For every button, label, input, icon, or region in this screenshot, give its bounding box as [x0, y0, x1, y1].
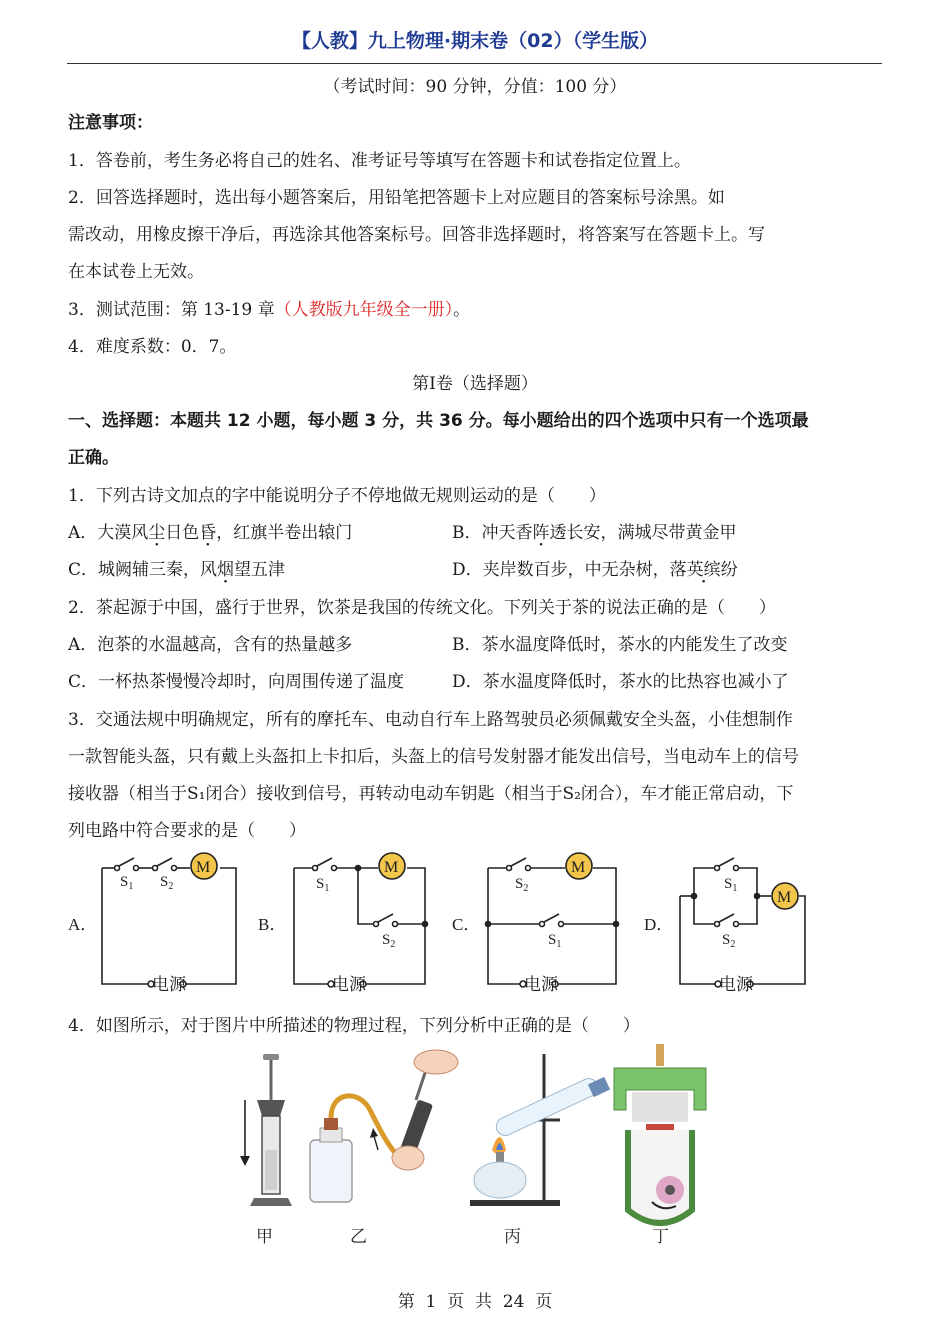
- label-yi: 乙: [350, 1227, 367, 1246]
- label-jia: 甲: [256, 1227, 273, 1246]
- switch-s2-a: [157, 858, 172, 866]
- q3-circuit-diagrams: [60, 848, 900, 998]
- circuit-d-power: 电源: [719, 975, 753, 994]
- header-rule: [67, 63, 882, 64]
- svg-text:M: M: [777, 889, 792, 906]
- exam-info: （考试时间：90 分钟，分值：100 分）: [323, 77, 627, 97]
- q2-option-d: D．茶水温度降低时，茶水的比热容也减小了: [452, 672, 789, 692]
- notice-heading: 注意事项：: [68, 113, 153, 133]
- volume-heading: 第Ⅰ卷（选择题）: [412, 374, 538, 394]
- q2-option-c: C．一杯热茶慢慢冷却时，向周围传递了温度: [68, 672, 405, 692]
- notice-item-3-scope: （人教版九年级全一册）: [274, 300, 454, 320]
- q1-option-c: [68, 555, 285, 580]
- circuit-a: [68, 853, 236, 994]
- fire-syringe-illustration: [240, 1054, 292, 1206]
- circuit-d-label: D．: [644, 915, 674, 934]
- q1-a-text-mid: 日色: [165, 523, 200, 543]
- circuit-d: [644, 858, 805, 994]
- label-s1-b: $S_1$: [316, 876, 330, 894]
- notice-item-4: 4．难度系数：0．7。: [68, 337, 237, 357]
- notice-item-2-line-1: 2．回答选择题时，选出每小题答案后，用铅笔把答题卡上对应题目的答案标号涂黑。如: [68, 188, 725, 208]
- circuit-b: [258, 853, 428, 994]
- q1-a-dotted: 尘: [148, 523, 166, 543]
- notice-item-3-prefix: 3．测试范围：第 13-19 章: [68, 300, 275, 320]
- bottle-pump-illustration: [310, 1050, 458, 1202]
- label-s2-b: $S_2$: [382, 932, 396, 950]
- q1-a-dotted-2: 昏: [199, 523, 217, 543]
- notice-item-2-line-2: 需改动，用橡皮擦干净后，再选涂其他答案标号。回答非选择题时，将答案写在答题卡上。写: [68, 225, 765, 245]
- q1-d-dotted: 落英缤纷: [669, 560, 738, 580]
- circuit-a-power: 电源: [152, 975, 186, 994]
- q2-option-b: B．茶水温度降低时，茶水的内能发生了改变: [452, 635, 788, 655]
- svg-text:M: M: [196, 859, 211, 876]
- q1-c-text-end: 望五津: [234, 560, 286, 580]
- q1-b-text-end: 长安，满城尽带黄金甲: [566, 523, 737, 543]
- label-bing: 丙: [504, 1227, 521, 1246]
- q3-stem-line-3: 接收器（相当于S₁闭合）接收到信号，再转动电动车钥匙（相当于S₂闭合），车才能正常启动，下: [68, 784, 794, 804]
- q3-stem-line-1: 3．交通法规中明确规定，所有的摩托车、电动自行车上路驾驶员必须佩戴安全头盔，小佳想制作: [68, 710, 793, 730]
- section-heading-line-1: 一、选择题：本题共 12 小题，每小题 3 分，共 36 分。每小题给出的四个选项中只有一个选项最: [68, 411, 809, 431]
- q2-stem: 2．茶起源于中国，盛行于世界，饮茶是我国的传统文化。下列关于茶的说法正确的是（ ）: [68, 598, 776, 618]
- q1-a-text-end: ，红旗半卷出辕门: [216, 523, 353, 543]
- q1-option-a: [68, 518, 352, 543]
- q1-b-text: B．冲天: [452, 523, 516, 543]
- notice-item-2-line-3: 在本试卷上无效。: [68, 262, 204, 282]
- circuit-c-power: 电源: [524, 975, 558, 994]
- circuit-c-label: C．: [452, 915, 481, 934]
- label-s1-c: $S_1$: [548, 932, 562, 950]
- circuit-a-label: A．: [68, 915, 98, 934]
- circuit-c: [452, 853, 619, 994]
- label-s1-a: $S_1$: [120, 874, 134, 892]
- label-ding: 丁: [652, 1227, 669, 1246]
- svg-text:M: M: [384, 859, 399, 876]
- switch-s1-a: [119, 858, 134, 866]
- label-s2-c: $S_2$: [515, 876, 529, 894]
- q1-c-dotted: 烟: [217, 560, 235, 580]
- svg-text:M: M: [571, 859, 586, 876]
- q1-c-text: C．城阙辅三秦，风: [68, 560, 218, 580]
- q4-stem: 4．如图所示，对于图片中所描述的物理过程，下列分析中正确的是（ ）: [68, 1016, 640, 1036]
- q1-b-dotted: 香阵透: [515, 523, 567, 543]
- label-s1-d: $S_1$: [724, 876, 738, 894]
- notice-item-3-suffix: 。: [453, 300, 471, 320]
- q4-figure: [230, 1040, 710, 1250]
- q3-stem-line-4: 列电路中符合要求的是（ ）: [68, 821, 306, 841]
- page-footer: 第 1 页 共 24 页: [397, 1292, 553, 1312]
- q1-d-text: D．夹岸数百步，中无杂树，: [452, 560, 670, 580]
- circuit-b-label: B．: [258, 915, 287, 934]
- q3-stem-line-2: 一款智能头盔，只有戴上头盔扣上卡扣后，头盔上的信号发射器才能发出信号，当电动车上的信号: [68, 747, 799, 767]
- label-s2-a: $S_2$: [160, 874, 174, 892]
- circuit-b-power: 电源: [332, 975, 366, 994]
- q1-a-text: A．大漠风: [68, 523, 149, 543]
- q2-option-a: A．泡茶的水温越高，含有的热量越多: [68, 635, 353, 655]
- q1-option-b: [452, 518, 737, 543]
- test-tube-heating-illustration: [470, 1054, 610, 1206]
- q1-option-d: [452, 555, 738, 580]
- notice-item-1: 1．答卷前，考生务必将自己的姓名、准考证号等填写在答题卡和试卷指定位置上。: [68, 151, 691, 171]
- section-heading-line-2: 正确。: [68, 448, 119, 468]
- engine-cylinder-illustration: [614, 1044, 706, 1223]
- q1-stem: 1．下列古诗文加点的字中能说明分子不停地做无规则运动的是（ ）: [68, 486, 606, 506]
- label-s2-d: $S_2$: [722, 932, 736, 950]
- notice-item-3: [68, 295, 470, 320]
- page-title: 【人教】九上物理·期末卷（02）（学生版）: [291, 30, 659, 52]
